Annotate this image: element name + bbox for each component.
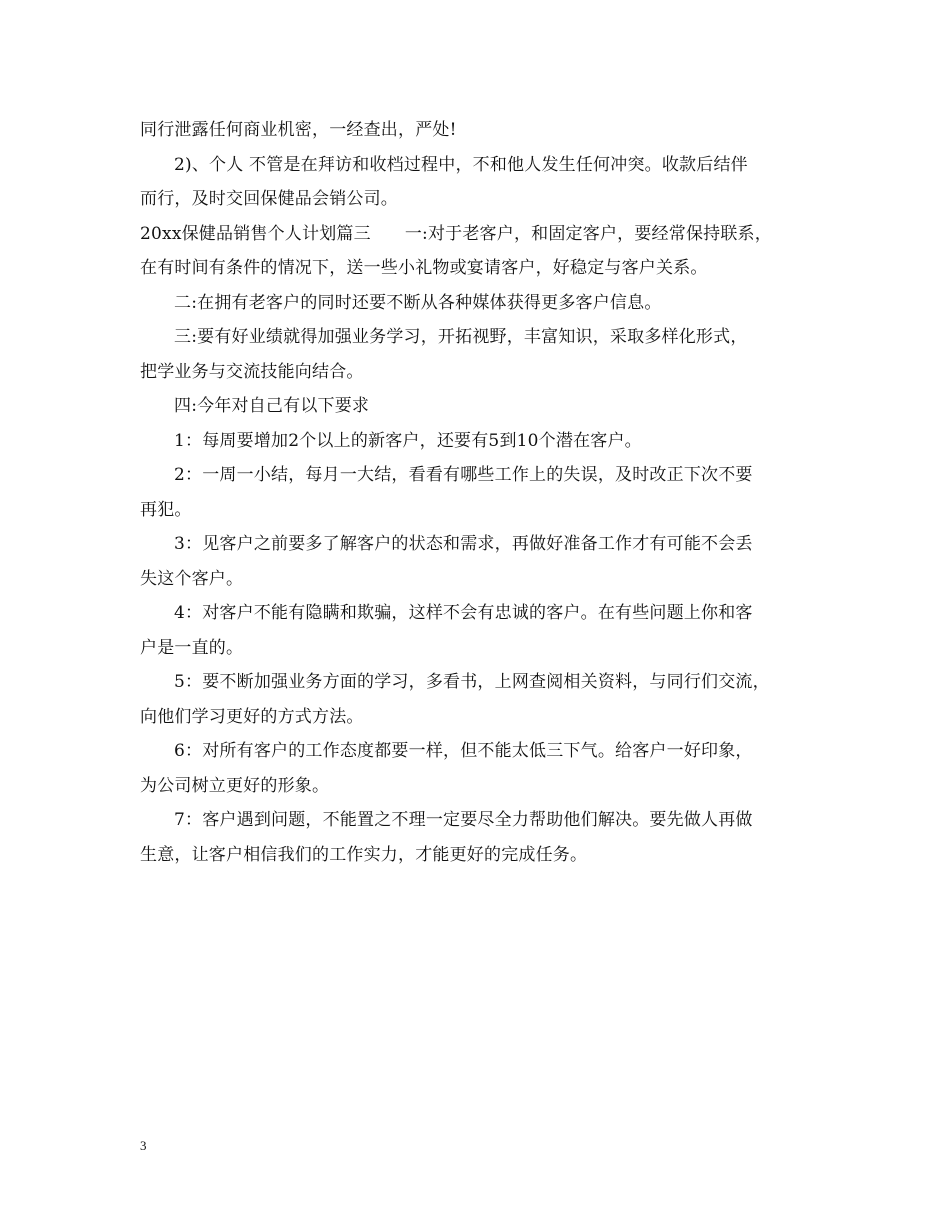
section-heading-line bbox=[140, 217, 830, 252]
document-body bbox=[140, 113, 830, 872]
text-line: 为公司树立更好的形象。 bbox=[140, 775, 330, 796]
list-item: 1：每周要增加2个以上的新客户，还要有5到10个潜在客户。 bbox=[174, 430, 642, 451]
page-number: 3 bbox=[140, 1138, 147, 1153]
text-line: 把学业务与交流技能向结合。 bbox=[140, 361, 364, 382]
list-item: 6：对所有客户的工作态度都要一样，但不能太低三下气。给客户一好印象， bbox=[174, 741, 753, 761]
text-line: 二:在拥有老客户的同时还要不断从各种媒体获得更多客户信息。 bbox=[174, 292, 662, 313]
text-line: 户是一直的。 bbox=[140, 637, 244, 658]
text-line: 2)、个人 不管是在拜访和收档过程中，不和他人发生任何冲突。收款后结伴 bbox=[174, 154, 748, 175]
text-line: 向他们学习更好的方式方法。 bbox=[140, 706, 364, 727]
list-item: 2：一周一小结，每月一大结，看看有哪些工作上的失误，及时改正下次不要 bbox=[174, 465, 753, 485]
list-item: 4：对客户不能有隐瞒和欺骗，这样不会有忠诚的客户。在有些问题上你和客 bbox=[174, 603, 753, 623]
text-line: 四:今年对自己有以下要求 bbox=[174, 396, 370, 416]
text-line: 再犯。 bbox=[140, 499, 192, 520]
text-line: 同行泄露任何商业机密，一经查出，严处! bbox=[140, 120, 457, 140]
text-line: 在有时间有条件的情况下，送一些小礼物或宴请客户，好稳定与客户关系。 bbox=[140, 258, 708, 278]
list-item: 3：见客户之前要多了解客户的状态和需求，再做好准备工作才有可能不会丢 bbox=[174, 534, 753, 554]
text-line: 生意，让客户相信我们的工作实力，才能更好的完成任务。 bbox=[140, 844, 588, 865]
list-item: 5：要不断加强业务方面的学习，多看书，上网查阅相关资料，与同行们交流， bbox=[174, 672, 770, 692]
text-run: 一:对于老客户，和固定客户，要经常保持联系， bbox=[404, 223, 772, 244]
text-line: 三:要有好业绩就得加强业务学习，开拓视野，丰富知识，采取多样化形式， bbox=[174, 327, 748, 347]
text-line: 而行，及时交回保健品会销公司。 bbox=[140, 189, 398, 209]
text-line: 失这个客户。 bbox=[140, 568, 244, 589]
list-item: 7：客户遇到问题，不能置之不理一定要尽全力帮助他们解决。要先做人再做 bbox=[174, 810, 753, 830]
section-heading: 20xx保健品销售个人计划篇三 bbox=[140, 223, 371, 244]
